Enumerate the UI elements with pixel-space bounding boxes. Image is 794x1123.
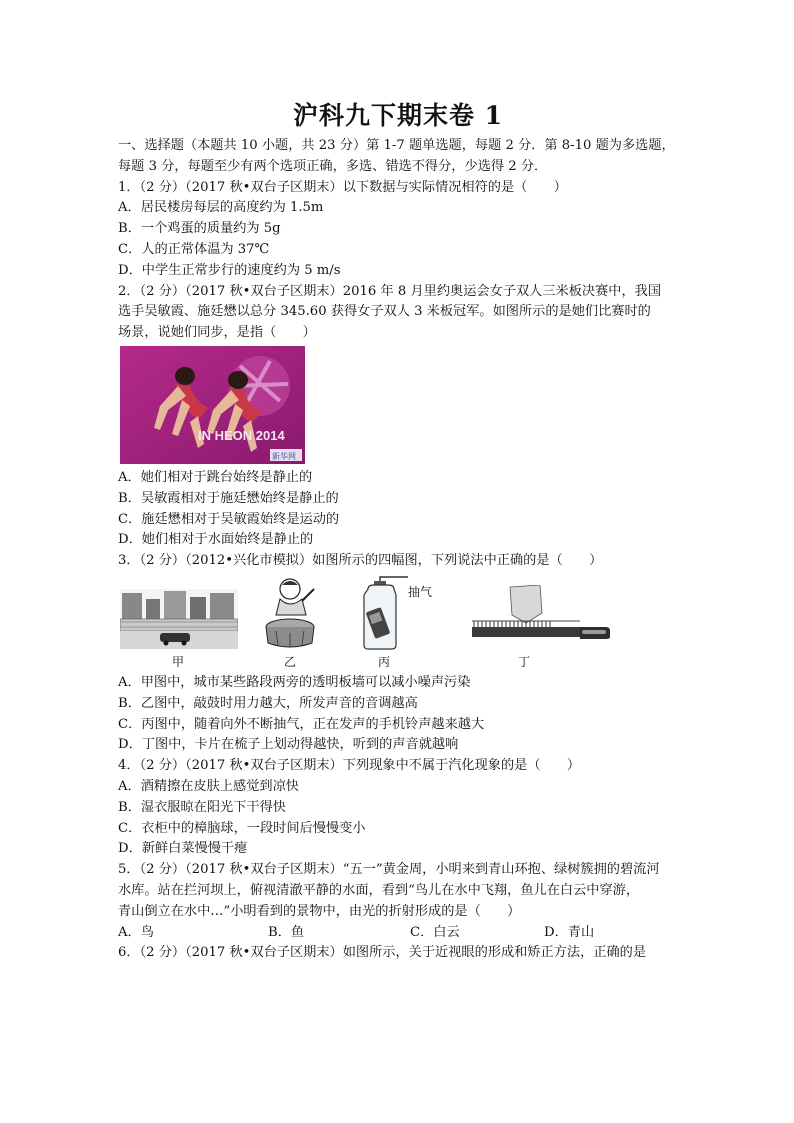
figure-label-jia: 甲 bbox=[172, 654, 185, 669]
options-row bbox=[118, 923, 678, 944]
option-c: C．人的正常体温为 37℃ bbox=[118, 241, 270, 257]
option-b: B．乙图中，敲鼓时用力越大，所发声音的音调越高 bbox=[118, 695, 418, 711]
option-d: D．她们相对于水面始终是静止的 bbox=[118, 532, 314, 548]
option-c: C．丙图中，随着向外不断抽气，正在发声的手机铃声越来越大 bbox=[118, 716, 485, 732]
question-stem: 场景，说她们同步，是指（ ） bbox=[118, 325, 316, 341]
option-c: C．衣柜中的樟脑球，一段时间后慢慢变小 bbox=[118, 820, 366, 836]
question-3 bbox=[118, 551, 678, 756]
question-stem: 3．（2 分）（2012•兴化市模拟）如图所示的四幅图，下列说法中正确的是（ ） bbox=[118, 553, 603, 569]
option-a: A．她们相对于跳台始终是静止的 bbox=[118, 469, 313, 485]
figure-comb-card bbox=[470, 585, 610, 647]
figure-label-ding: 丁 bbox=[518, 654, 531, 669]
question-stem: 青山倒立在水中…”小明看到的景物中，由光的折射形成的是（ ） bbox=[118, 903, 521, 919]
figure-label-yi: 乙 bbox=[284, 654, 297, 669]
figure-label-bing: 丙 bbox=[378, 654, 391, 669]
question-stem: 5．（2 分）（2017 秋•双台子区期末）“五一”黄金周，小明来到青山环抱、绿树簇拥的碧流河 bbox=[118, 862, 660, 878]
question-4 bbox=[118, 756, 678, 860]
question-6 bbox=[118, 943, 678, 964]
question-stem: 1．（2 分）（2017 秋•双台子区期末）以下数据与实际情况相符的是（ ） bbox=[118, 179, 567, 195]
section-instructions-1: 一、选择题（本题共 10 小题，共 23 分）第 1-7 题单选题，每题 2 分．第 8-10 题为多选题， bbox=[118, 138, 675, 153]
option-d: D．中学生正常步行的速度约为 5 m/s bbox=[118, 262, 341, 278]
section-instructions-2: 每题 3 分，每题至少有两个选项正确，多选、错选不得分，少选得 2 分． bbox=[118, 158, 548, 174]
question-stem: 2．（2 分）（2017 秋•双台子区期末）2016 年 8 月里约奥运会女子双人三米板决赛中，我国 bbox=[118, 283, 662, 299]
figure-drummer bbox=[260, 575, 322, 651]
exam-page bbox=[118, 96, 678, 964]
question-1 bbox=[118, 178, 678, 282]
question-5 bbox=[118, 860, 678, 943]
question-stem: 选手吴敏霞、施廷懋以总分 345.60 获得女子双人 3 米板冠军。如图所示的是她们比赛时的 bbox=[118, 304, 651, 320]
option-b: B．一个鸡蛋的质量约为 5g bbox=[118, 221, 281, 237]
option-b: B．吴敏霞相对于施廷懋始终是静止的 bbox=[118, 490, 339, 506]
option-a: A．酒精擦在皮肤上感觉到凉快 bbox=[118, 778, 299, 794]
option-b: B．湿衣服晾在阳光下干得快 bbox=[118, 799, 286, 815]
page-title: 沪科九下期末卷 1 bbox=[292, 101, 504, 130]
photo-banner-text: IN HEON 2014 bbox=[198, 427, 285, 443]
figure-note-pump: 抽气 bbox=[408, 584, 433, 599]
question-stem: 水库。站在拦河坝上，俯视清澈平静的水面，看到“鸟儿在水中飞翔，鱼儿在白云中穿游， bbox=[118, 882, 640, 898]
diving-photo bbox=[120, 346, 305, 464]
option-c: C．施廷懋相对于吴敏霞始终是运动的 bbox=[118, 511, 340, 527]
figure-jar-phone bbox=[362, 575, 412, 651]
option-b: B．鱼 bbox=[268, 924, 305, 940]
option-d: D．青山 bbox=[544, 924, 595, 940]
photo-watermark-logo: 新华网 bbox=[272, 451, 296, 461]
option-d: D．新鲜白菜慢慢干瘪 bbox=[118, 841, 248, 857]
option-a: A．居民楼房每层的高度约为 1.5m bbox=[118, 200, 324, 216]
option-d: D．丁图中，卡片在梳子上划动得越快，听到的声音就越响 bbox=[118, 737, 459, 753]
option-c: C．白云 bbox=[410, 924, 460, 940]
question-stem: 6．（2 分）（2017 秋•双台子区期末）如图所示，关于近视眼的形成和矫正方法，正确的是 bbox=[118, 945, 647, 961]
option-a: A．甲图中，城市某些路段两旁的透明板墙可以减小噪声污染 bbox=[118, 674, 471, 690]
question-stem: 4．（2 分）（2017 秋•双台子区期末）下列现象中不属于汽化现象的是（ ） bbox=[118, 758, 581, 774]
figure-street-barrier bbox=[120, 589, 238, 649]
option-a: A．鸟 bbox=[118, 924, 154, 940]
four-figures bbox=[118, 575, 678, 671]
question-2 bbox=[118, 282, 678, 552]
